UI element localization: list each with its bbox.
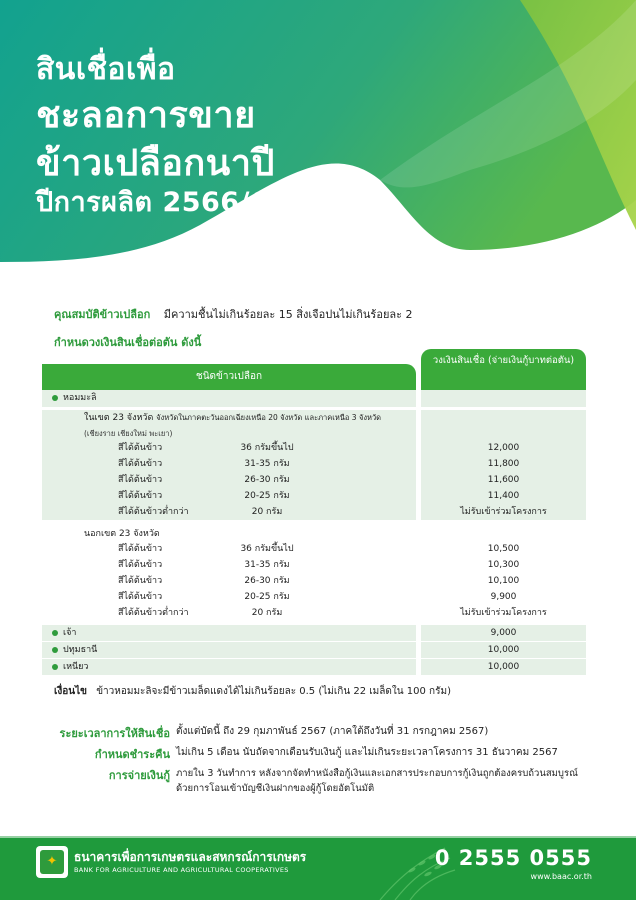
rice-grade-label: สีได้ต้นข้าว xyxy=(118,443,163,453)
loan-amount: 9,000 xyxy=(490,628,517,638)
rice-grade-spec: 36 กรัมขึ้นไป xyxy=(240,544,294,554)
rice-grade-label: สีได้ต้นข้าว xyxy=(118,560,163,570)
rice-grade-label: สีได้ต้นข้าว xyxy=(118,475,163,485)
table-row xyxy=(42,488,586,504)
loan-amount: 10,300 xyxy=(487,560,520,570)
table-row-category xyxy=(42,642,586,658)
loan-amount: 11,800 xyxy=(487,459,520,469)
disburse-row xyxy=(0,766,170,780)
disburse-text-2: ด้วยการโอนเข้าบัญชีเงินฝากของผู้กู้โดยอัตโนมัติ xyxy=(176,783,375,794)
loan-amount: 10,000 xyxy=(487,662,520,672)
rice-grade-label: สีได้ต้นข้าว xyxy=(118,491,163,501)
bullet-icon xyxy=(52,647,58,653)
table-row xyxy=(42,557,586,573)
baac-logo: ✦ xyxy=(36,846,68,878)
condition-line xyxy=(54,684,451,699)
rice-grade-spec: 26-30 กรัม xyxy=(244,576,290,586)
condition-label: เงื่อนไข xyxy=(54,686,88,697)
hero-title-line2: ชะลอการขาย xyxy=(36,95,256,136)
period-row xyxy=(0,724,170,738)
bank-name-th: ธนาคารเพื่อการเกษตรและสหกรณ์การเกษตร xyxy=(74,850,307,864)
hero-title-line1: สินเชื่อเพื่อ xyxy=(36,52,176,87)
category-label: เจ้า xyxy=(63,628,77,638)
loan-table xyxy=(42,390,586,676)
repay-row xyxy=(0,745,170,759)
footer-bar xyxy=(0,836,636,900)
table-row xyxy=(42,440,586,456)
table-row xyxy=(42,472,586,488)
quality-text: มีความชื้นไม่เกินร้อยละ 15 สิ่งเจือปนไม่เกินร้อยละ 2 xyxy=(163,308,413,321)
rice-grade-spec: 26-30 กรัม xyxy=(244,475,290,485)
rice-grade-label: สีได้ต้นข้าว xyxy=(118,576,163,586)
table-row-category xyxy=(42,659,586,675)
loan-amount: 11,600 xyxy=(487,475,520,485)
zone-note-2: (เชียงราย เชียงใหม่ พะเยา) xyxy=(84,429,173,438)
zone-label: ในเขต 23 จังหวัด xyxy=(84,413,154,423)
table-row xyxy=(42,589,586,605)
rice-grade-label: สีได้ต้นข้าวต่ำกว่า xyxy=(118,608,189,618)
table-header-amount: วงเงินสินเชื่อ (จ่ายเงินกู้บาทต่อตัน) xyxy=(421,349,586,390)
category-label: เหนียว xyxy=(63,662,89,672)
table-row xyxy=(42,541,586,557)
rice-grade-spec: 20-25 กรัม xyxy=(244,491,290,501)
hero-banner xyxy=(0,0,636,262)
rice-grade-label: สีได้ต้นข้าวต่ำกว่า xyxy=(118,507,189,517)
period-text: ตั้งแต่บัดนี้ ถึง 29 กุมภาพันธ์ 2567 (ภาคใต้ถึงวันที่ 31 กรกฎาคม 2567) xyxy=(176,726,489,737)
disburse-label: การจ่ายเงินกู้ xyxy=(108,769,170,782)
bank-name-en: BANK FOR AGRICULTURE AND AGRICULTURAL COOPERATIVES xyxy=(74,866,289,874)
table-row-hommali xyxy=(42,390,586,407)
category-label: หอมมะลิ xyxy=(63,393,97,403)
zone-note: จังหวัดในภาคตะวันออกเฉียงเหนือ 20 จังหวัด และภาคเหนือ 3 จังหวัด xyxy=(156,413,382,422)
rice-grade-spec: 31-35 กรัม xyxy=(244,560,290,570)
loan-amount: 12,000 xyxy=(487,443,520,453)
loan-amount: ไม่รับเข้าร่วมโครงการ xyxy=(460,507,547,517)
repay-text: ไม่เกิน 5 เดือน นับถัดจากเดือนรับเงินกู้ และไม่เกินระยะเวลาโครงการ 31 ธันวาคม 2567 xyxy=(176,747,558,758)
table-row-category xyxy=(42,625,586,641)
loan-amount: 9,900 xyxy=(490,592,517,602)
rice-grade-label: สีได้ต้นข้าว xyxy=(118,544,163,554)
repay-label: กำหนดชำระคืน xyxy=(94,748,170,761)
rice-grade-label: สีได้ต้นข้าว xyxy=(118,592,163,602)
rice-grade-spec: 20 กรัม xyxy=(251,507,283,517)
quality-line xyxy=(54,305,413,323)
loan-amount: 10,000 xyxy=(487,645,520,655)
rice-grade-spec: 36 กรัมขึ้นไป xyxy=(240,443,294,453)
disburse-text-1: ภายใน 3 วันทำการ หลังจากจัดทำหนังสือกู้เงินและเอกสารประกอบการกู้เงินถูกต้องครบถ้วนสมบูรณ์ xyxy=(176,768,578,779)
phone-number[interactable]: 0 2555 0555 xyxy=(434,846,592,870)
hero-title-line3: ข้าวเปลือกนาปี xyxy=(36,143,275,184)
loan-amount: 11,400 xyxy=(487,491,520,501)
table-row xyxy=(42,573,586,589)
loan-amount: ไม่รับเข้าร่วมโครงการ xyxy=(460,608,547,618)
quality-label: คุณสมบัติข้าวเปลือก xyxy=(54,308,151,321)
zone-in-header xyxy=(42,410,586,440)
rice-grade-spec: 20 กรัม xyxy=(251,608,283,618)
table-row xyxy=(42,456,586,472)
hero-title-line4: ปีการผลิต 2566/67 xyxy=(36,187,289,218)
bullet-icon xyxy=(52,395,58,401)
website-link[interactable]: www.baac.or.th xyxy=(530,872,592,881)
rice-grade-label: สีได้ต้นข้าว xyxy=(118,459,163,469)
rice-grade-spec: 20-25 กรัม xyxy=(244,592,290,602)
rice-grade-spec: 31-35 กรัม xyxy=(244,459,290,469)
table-row xyxy=(42,605,586,621)
table-header-type: ชนิดข้าวเปลือก xyxy=(42,364,416,390)
category-label: ปทุมธานี xyxy=(63,645,98,655)
loan-amount: 10,100 xyxy=(487,576,520,586)
section-subtitle: กำหนดวงเงินสินเชื่อต่อตัน ดังนี้ xyxy=(54,336,202,349)
loan-amount: 10,500 xyxy=(487,544,520,554)
bullet-icon xyxy=(52,630,58,636)
zone-label: นอกเขต 23 จังหวัด xyxy=(84,529,160,539)
bullet-icon xyxy=(52,664,58,670)
table-row xyxy=(42,504,586,520)
condition-text: ข้าวหอมมะลิจะมีข้าวเมล็ดแดงได้ไม่เกินร้อยละ 0.5 (ไม่เกิน 22 เมล็ดใน 100 กรัม) xyxy=(96,686,451,697)
zone-out-header xyxy=(42,526,586,541)
period-label: ระยะเวลาการให้สินเชื่อ xyxy=(59,727,170,740)
